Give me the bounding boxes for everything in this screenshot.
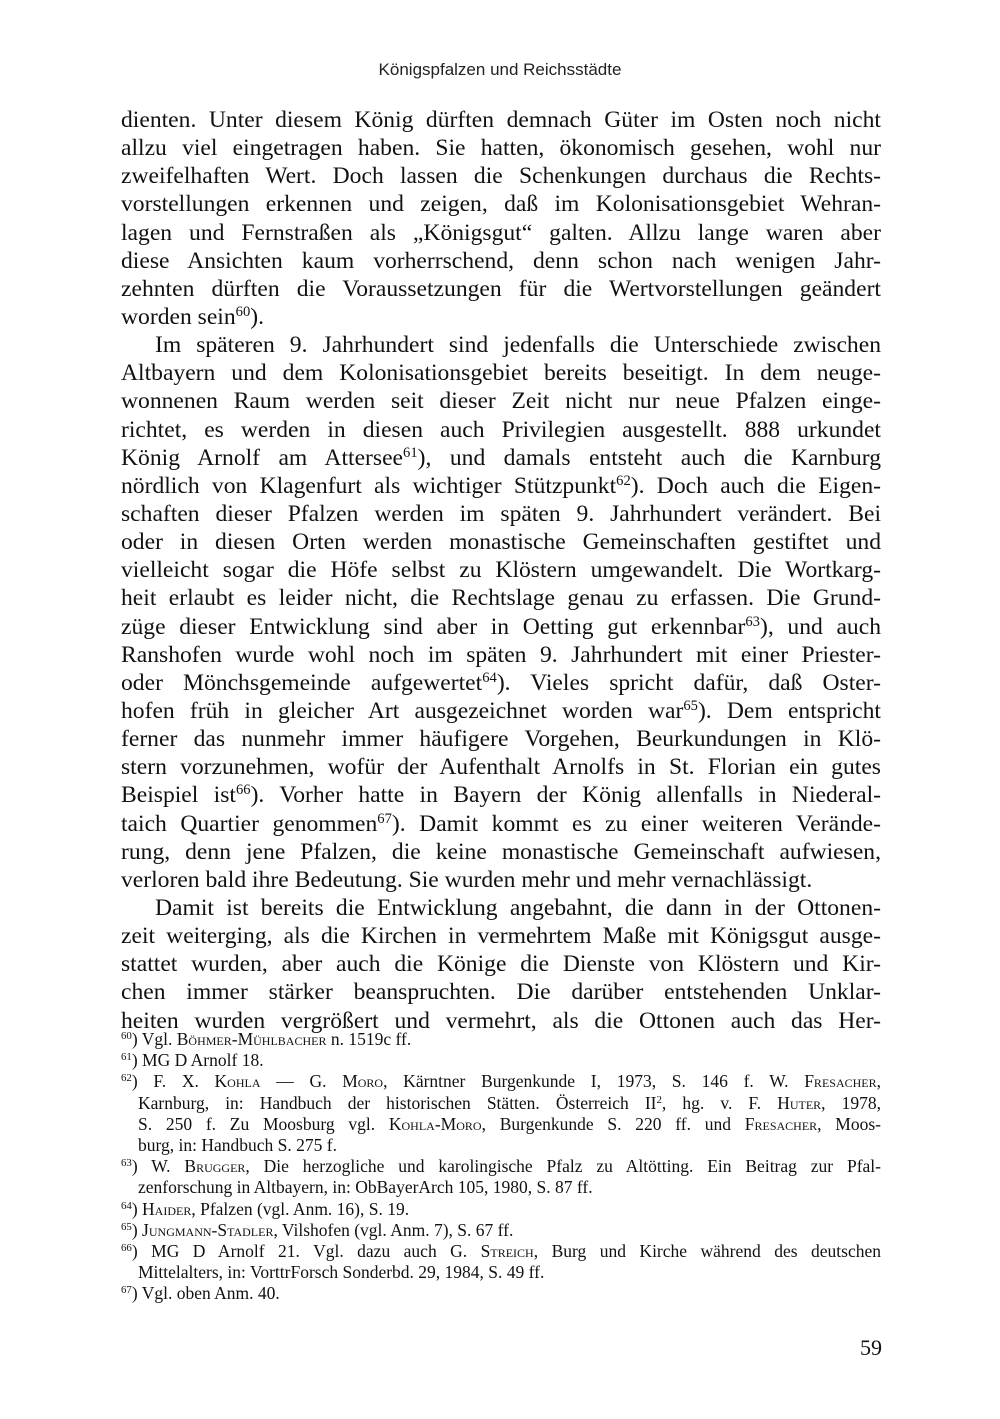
line-text: ferner das nunmehr immer häufigere Vorgehen, Beurkundungen in Klö- bbox=[121, 726, 881, 753]
footnotes bbox=[121, 1029, 881, 1304]
author-name: Haider bbox=[142, 1198, 192, 1219]
footnote-number: 63 bbox=[121, 1157, 132, 1170]
line-text: worden sein bbox=[121, 303, 236, 330]
footnote-ref: 67 bbox=[377, 810, 392, 827]
footnote-line bbox=[121, 1029, 881, 1050]
footnote-number: 61 bbox=[121, 1051, 132, 1064]
footnote-text: , hg. v. F. bbox=[661, 1092, 778, 1113]
line-text: zehnten dürften die Voraussetzungen für die Wertvorstellungen geändert bbox=[121, 275, 881, 302]
text-line bbox=[121, 950, 881, 978]
footnote-text: ) MG D Arnolf 18. bbox=[131, 1050, 264, 1071]
author-name: Kohla bbox=[214, 1071, 261, 1092]
footnote-text: Mittelalters, in: VorttrForsch Sonderbd. 29, 1984, S. 49 ff. bbox=[138, 1262, 545, 1283]
footnote-line bbox=[121, 1093, 881, 1114]
text-line bbox=[121, 641, 881, 669]
line-text: zeit weiterging, als die Kirchen in vermehrtem Maße mit Königsgut ausge- bbox=[121, 923, 881, 950]
line-text: ). Doch auch die Eigen- bbox=[630, 472, 881, 499]
author-name: Fresacher bbox=[744, 1113, 818, 1134]
author-name: Fresacher bbox=[804, 1071, 877, 1092]
footnote-text: , Burgenkunde S. 220 ff. und bbox=[481, 1113, 745, 1134]
text-line bbox=[121, 247, 881, 275]
footnote-ref: 64 bbox=[482, 669, 497, 686]
text-line bbox=[121, 219, 881, 247]
text-line bbox=[121, 472, 881, 500]
text-line bbox=[121, 162, 881, 190]
author-name: Huter bbox=[777, 1092, 822, 1113]
text-line bbox=[121, 894, 881, 922]
line-text: ). Dem entspricht bbox=[697, 697, 881, 724]
footnote-text: , bbox=[876, 1071, 881, 1092]
author-name: Böhmer-Mühlbacher bbox=[176, 1029, 327, 1049]
footnote-line bbox=[121, 1262, 881, 1283]
text-line bbox=[121, 556, 881, 584]
footnote-text: ) Vgl. bbox=[131, 1029, 177, 1049]
line-text: nördlich von Klagenfurt als wichtiger Stützpunkt bbox=[121, 472, 617, 499]
footnote-text: , 1978, bbox=[821, 1092, 881, 1113]
footnote-line bbox=[121, 1177, 881, 1198]
line-text: diese Ansichten kaum vorherrschend, denn schon nach wenigen Jahr- bbox=[121, 247, 881, 274]
line-text: verloren bald ihre Bedeutung. Sie wurden mehr und mehr vernachlässigt. bbox=[121, 866, 813, 893]
line-text: taich Quartier genommen bbox=[121, 810, 378, 837]
text-line bbox=[121, 444, 881, 472]
text-line bbox=[121, 500, 881, 528]
text-line bbox=[121, 725, 881, 753]
footnote-text: zenforschung in Altbayern, in: ObBayerArch 105, 1980, S. 87 ff. bbox=[138, 1177, 593, 1198]
line-text: ). Vorher hatte in Bayern der König allenfalls in Niederal- bbox=[250, 782, 881, 809]
footnote-text: , Burg und Kirche während des deutschen bbox=[533, 1240, 881, 1261]
line-text: Beispiel ist bbox=[121, 782, 236, 809]
line-text: züge dieser Entwicklung sind aber in Oetting gut erkennbar bbox=[121, 613, 746, 640]
author-name: Streich bbox=[480, 1240, 534, 1261]
line-text: Ranshofen wurde wohl noch im späten 9. Jahrhundert mit einer Priester- bbox=[121, 641, 881, 668]
line-text: Altbayern und dem Kolonisationsgebiet bereits beseitigt. In dem neuge- bbox=[121, 360, 881, 387]
line-text: heit erlaubt es leider nicht, die Rechtslage genau zu erfassen. Die Grund- bbox=[121, 585, 881, 612]
text-line bbox=[121, 584, 881, 612]
footnote-ref: 66 bbox=[235, 782, 251, 799]
footnote-number: 60 bbox=[121, 1030, 132, 1043]
footnote-number: 65 bbox=[121, 1220, 132, 1233]
footnote-text: ) bbox=[131, 1198, 143, 1219]
footnote-ref: 63 bbox=[745, 613, 760, 630]
line-text: schaften dieser Pfalzen werden im späten 9. Jahrhundert verändert. Bei bbox=[121, 500, 881, 527]
footnote-number: 62 bbox=[121, 1072, 132, 1085]
main-text bbox=[121, 106, 881, 1035]
footnote-text: S. 250 f. Zu Moosburg vgl. bbox=[138, 1113, 389, 1134]
footnote-text: , Die herzogliche und karolingische Pfalz zu Altötting. Ein Beitrag zur Pfal- bbox=[245, 1156, 881, 1177]
line-text: Damit ist bereits die Entwicklung angebahnt, die dann in der Ottonen- bbox=[155, 894, 881, 921]
text-line bbox=[121, 866, 881, 894]
line-text: richtet, es werden in diesen auch Privilegien ausgestellt. 888 urkundet bbox=[121, 416, 881, 443]
line-text: oder in diesen Orten werden monastische Gemeinschaften gestiftet und bbox=[121, 529, 881, 556]
footnote-text: ) F. X. bbox=[131, 1071, 215, 1092]
footnote-text: — G. bbox=[260, 1071, 343, 1092]
line-text: Im späteren 9. Jahrhundert sind jedenfalls die Unterschiede zwischen bbox=[155, 332, 881, 359]
line-text: vielleicht sogar die Höfe selbst zu Klöstern umgewandelt. Die Wortkarg- bbox=[121, 557, 881, 584]
footnote-number: 2 bbox=[656, 1093, 662, 1106]
text-line bbox=[121, 781, 881, 809]
footnote-text: n. 1519c ff. bbox=[326, 1029, 412, 1049]
line-text: stern vorzunehmen, wofür der Aufenthalt Arnolfs in St. Florian ein gutes bbox=[121, 754, 881, 781]
author-name: Moro bbox=[342, 1071, 384, 1092]
text-line bbox=[121, 753, 881, 781]
line-text: zweifelhaften Wert. Doch lassen die Schenkungen durchaus die Rechts- bbox=[121, 163, 881, 190]
footnote-ref: 62 bbox=[616, 472, 631, 489]
footnote-line bbox=[121, 1241, 881, 1262]
footnote-line bbox=[121, 1135, 881, 1156]
footnote-text: ) W. bbox=[131, 1156, 185, 1177]
text-line bbox=[121, 922, 881, 950]
text-line bbox=[121, 669, 881, 697]
footnote-line bbox=[121, 1199, 881, 1220]
text-line bbox=[121, 275, 881, 303]
footnote-ref: 60 bbox=[235, 303, 251, 320]
footnote-number: 64 bbox=[121, 1199, 132, 1212]
footnote-ref: 61 bbox=[403, 444, 418, 461]
line-text: wonnenen Raum werden seit dieser Zeit nicht nur neue Pfalzen einge- bbox=[121, 388, 881, 415]
running-head: Königspfalzen und Reichsstädte bbox=[378, 60, 622, 79]
footnote-text: , Pfalzen (vgl. Anm. 16), S. 19. bbox=[191, 1198, 410, 1219]
text-line bbox=[121, 387, 881, 415]
footnote-line bbox=[121, 1156, 881, 1177]
footnote-text: ) Vgl. oben Anm. 40. bbox=[131, 1283, 280, 1304]
line-text: ). Damit kommt es zu einer weiteren Verände- bbox=[391, 810, 881, 837]
text-line bbox=[121, 697, 881, 725]
footnote-line bbox=[121, 1050, 881, 1071]
footnote-text: , Vilshofen (vgl. Anm. 7), S. 67 ff. bbox=[273, 1219, 514, 1240]
line-text: allzu viel eingetragen haben. Sie hatten, ökonomisch gesehen, wohl nur bbox=[121, 135, 881, 162]
line-text: lagen und Fernstraßen als „Königsgut“ galten. Allzu lange waren aber bbox=[121, 219, 881, 246]
footnote-text: ) bbox=[131, 1219, 143, 1240]
line-text: ), und damals entsteht auch die Karnburg bbox=[417, 444, 881, 471]
text-line bbox=[121, 359, 881, 387]
text-line bbox=[121, 528, 881, 556]
author-name: Brugger bbox=[184, 1156, 246, 1177]
text-line bbox=[121, 134, 881, 162]
footnote-text: , Kärntner Burgenkunde I, 1973, S. 146 f. W. bbox=[383, 1071, 805, 1092]
footnote-text: Karnburg, in: Handbuch der historischen Stätten. Österreich II bbox=[138, 1092, 657, 1113]
footnote-line bbox=[121, 1220, 881, 1241]
footnote-number: 67 bbox=[121, 1284, 132, 1297]
line-text: ). Vieles spricht dafür, daß Oster- bbox=[496, 669, 881, 696]
author-name: Kohla-Moro bbox=[388, 1113, 482, 1134]
text-line bbox=[121, 838, 881, 866]
footnote-number: 66 bbox=[121, 1241, 132, 1254]
text-line bbox=[121, 978, 881, 1006]
line-text: oder Mönchsgemeinde aufgewertet bbox=[121, 669, 483, 696]
text-line bbox=[121, 613, 881, 641]
line-text: ), und auch bbox=[759, 613, 881, 640]
footnote-ref: 65 bbox=[683, 697, 698, 714]
text-line bbox=[121, 303, 881, 331]
line-text: vorstellungen erkennen und zeigen, daß im Kolonisationsgebiet Wehran- bbox=[121, 191, 881, 218]
footnote-text: ) MG D Arnolf 21. Vgl. dazu auch G. bbox=[131, 1240, 481, 1261]
footnote-line bbox=[121, 1283, 881, 1304]
line-text: heiten wurden vergrößert und vermehrt, als die Ottonen auch das Her- bbox=[121, 1007, 881, 1034]
footnote-text: , Moos- bbox=[817, 1113, 881, 1134]
footnote-line bbox=[121, 1071, 881, 1092]
text-line bbox=[121, 416, 881, 444]
text-line bbox=[121, 106, 881, 134]
line-text: ). bbox=[250, 303, 265, 330]
line-text: rung, denn jene Pfalzen, die keine monastische Gemeinschaft aufwiesen, bbox=[121, 838, 881, 865]
line-text: hofen früh in gleicher Art ausgezeichnet worden war bbox=[121, 697, 684, 724]
author-name: Jungmann-Stadler bbox=[142, 1219, 274, 1240]
line-text: chen immer stärker beanspruchten. Die darüber entstehenden Unklar- bbox=[121, 979, 881, 1006]
text-line bbox=[121, 190, 881, 218]
footnote-line bbox=[121, 1114, 881, 1135]
text-line bbox=[121, 810, 881, 838]
line-text: König Arnolf am Attersee bbox=[121, 444, 404, 471]
line-text: dienten. Unter diesem König dürften demnach Güter im Osten noch nicht bbox=[121, 107, 881, 133]
text-line bbox=[121, 331, 881, 359]
page-number: 59 bbox=[860, 1335, 882, 1360]
line-text: stattet wurden, aber auch die Könige die Dienste von Klöstern und Kir- bbox=[121, 951, 881, 978]
footnote-text: burg, in: Handbuch S. 275 f. bbox=[138, 1134, 337, 1155]
